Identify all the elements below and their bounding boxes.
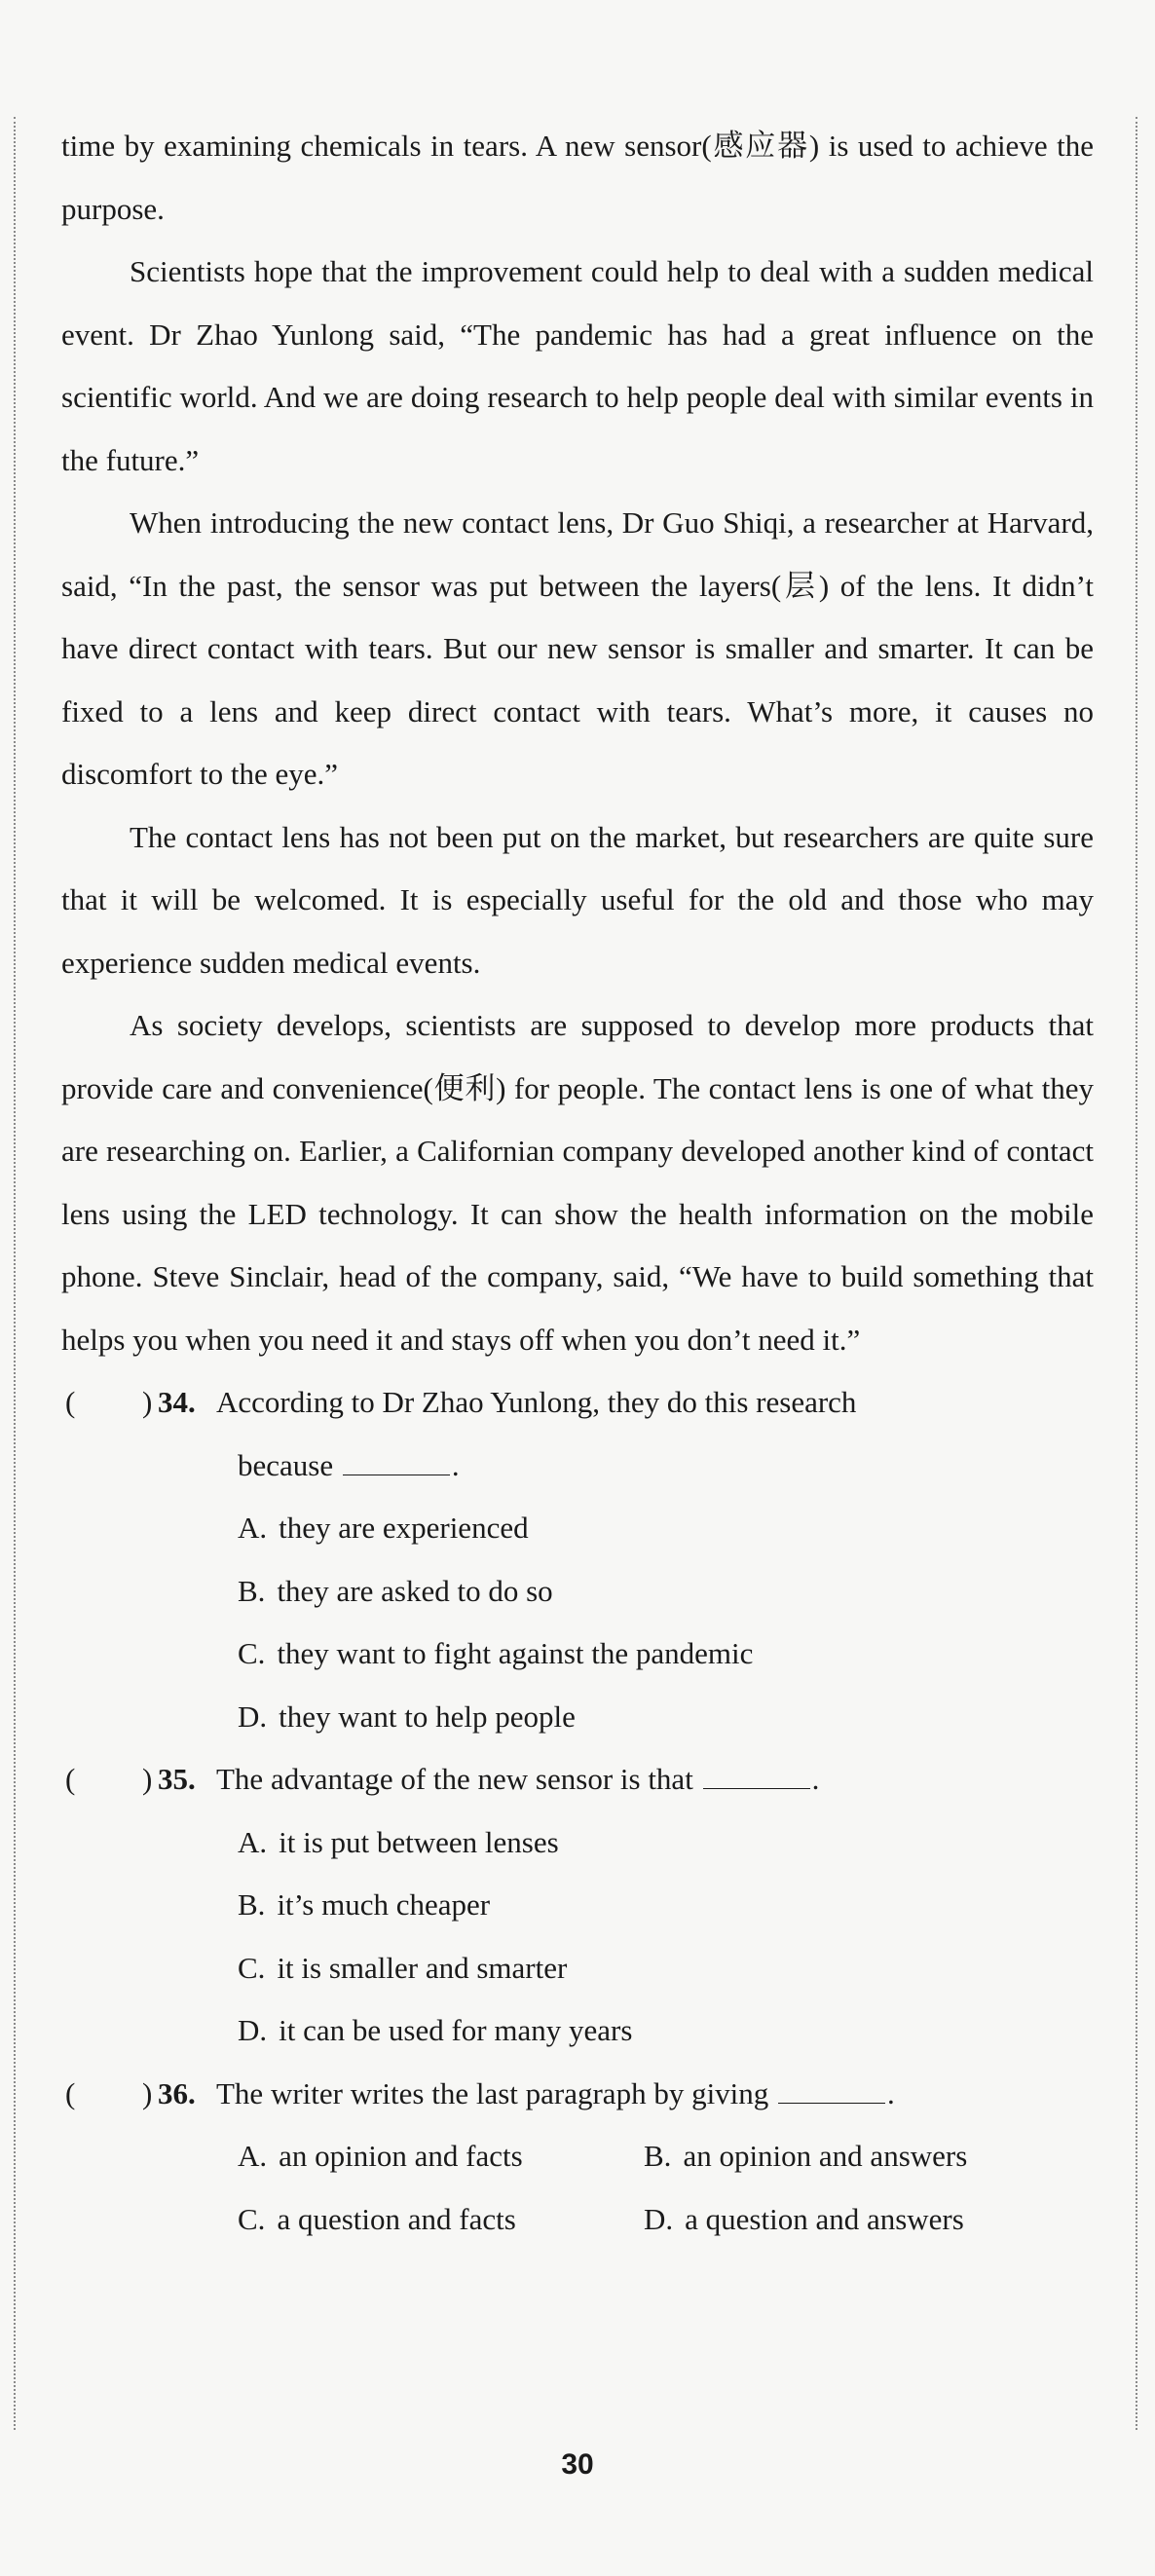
option-letter: B.: [238, 1573, 266, 1608]
option-row: [61, 2125, 1094, 2188]
answer-bracket-open: (: [65, 1762, 76, 1796]
option-c: [238, 2188, 644, 2252]
answer-blank: [343, 1447, 450, 1475]
option-text: they are experienced: [279, 1511, 529, 1545]
option-letter: A.: [238, 1824, 268, 1859]
question-number: 36.: [158, 2075, 196, 2110]
option-letter: C.: [238, 1950, 266, 1985]
left-dotted-border: [14, 117, 16, 2430]
passage-paragraph: When introducing the new contact lens, Dr Guo Shiqi, a researcher at Harvard, said, “In the past, the sensor was put between the layers(层) of the lens. It didn’t have direct contact with tears. But our new sensor is smaller and smarter. It can be fixed to a lens and keep direct contact with tears. What’s more, it causes no discomfort to the eye.”: [61, 505, 1094, 791]
question-35: [61, 1748, 1094, 2063]
right-dotted-border: [1136, 117, 1137, 2430]
option-text: they are asked to do so: [277, 1573, 553, 1608]
option-text: they want to help people: [279, 1699, 576, 1734]
option-letter: B.: [644, 2139, 672, 2173]
option-text: it’s much cheaper: [277, 1887, 491, 1922]
stem-text: because: [238, 1447, 334, 1482]
option-b: [61, 1874, 1094, 1937]
option-text: it can be used for many years: [279, 2013, 633, 2047]
stem-end: .: [887, 2075, 895, 2110]
passage-paragraph: time by examining chemicals in tears. A new sensor(感应器) is used to achieve the purpose.: [61, 129, 1094, 226]
option-text: a question and facts: [277, 2201, 516, 2236]
question-stem: [216, 1748, 1094, 1811]
answer-bracket-open: (: [65, 2075, 76, 2110]
option-letter: C.: [238, 1636, 266, 1670]
passage-paragraph: As society develops, scientists are supposed to develop more products that provide care and convenience(便利) for people. The contact lens is one of what they are researching on. Earlier, a Californian company developed another kind of contact lens using the LED technology. It can show the health information on the mobile phone. Steve Sinclair, head of the company, said, “We have to build something that helps you when you need it and stays off when you don’t need it.”: [61, 1008, 1094, 1357]
option-a: [61, 1497, 1094, 1560]
question-stem: [216, 2063, 1094, 2126]
option-b: [61, 1560, 1094, 1624]
stem-end: .: [811, 1762, 820, 1796]
option-letter: B.: [238, 1887, 266, 1922]
question-number: 34.: [158, 1385, 196, 1419]
stem-end: .: [451, 1447, 460, 1482]
option-a: [61, 1811, 1094, 1875]
option-letter: A.: [238, 1511, 268, 1545]
answer-blank: [703, 1761, 810, 1789]
option-text: they want to fight against the pandemic: [277, 1636, 754, 1670]
answer-bracket-open: (: [65, 1385, 76, 1419]
question-stem-continued: [61, 1435, 1094, 1498]
question-36: [61, 2063, 1094, 2252]
option-letter: D.: [238, 1699, 268, 1734]
answer-bracket-close: ): [142, 1762, 153, 1796]
option-c: [61, 1937, 1094, 2000]
option-b: [644, 2125, 1050, 2188]
answer-bracket-close: ): [142, 1385, 153, 1419]
option-text: it is put between lenses: [279, 1824, 559, 1859]
passage-paragraph: The contact lens has not been put on the market, but researchers are quite sure that it will be welcomed. It is especially useful for the old and those who may experience sudden medical events.: [61, 819, 1094, 980]
option-a: [238, 2125, 644, 2188]
option-d: [644, 2188, 1050, 2252]
answer-bracket-close: ): [142, 2075, 153, 2110]
page-number: 30: [561, 2448, 594, 2481]
stem-text: The advantage of the new sensor is that: [216, 1762, 693, 1796]
question-stem: According to Dr Zhao Yunlong, they do this research: [216, 1385, 857, 1419]
option-d: [61, 1686, 1094, 1749]
option-c: [61, 1623, 1094, 1686]
option-text: an opinion and facts: [279, 2139, 523, 2173]
option-d: [61, 1999, 1094, 2063]
option-letter: A.: [238, 2139, 268, 2173]
question-34: [61, 1371, 1094, 1748]
passage-paragraph: Scientists hope that the improvement could help to deal with a sudden medical event. Dr Zhao Yunlong said, “The pandemic has had a great influence on the scientific world. And we are doing research to help people deal with similar events in the future.”: [61, 254, 1094, 477]
option-text: an opinion and answers: [683, 2139, 968, 2173]
option-text: a question and answers: [685, 2201, 964, 2236]
option-text: it is smaller and smarter: [277, 1950, 568, 1985]
question-number: 35.: [158, 1762, 196, 1796]
option-letter: C.: [238, 2201, 266, 2236]
option-letter: D.: [644, 2201, 674, 2236]
stem-text: The writer writes the last paragraph by giving: [216, 2075, 769, 2110]
answer-blank: [778, 2075, 885, 2104]
option-letter: D.: [238, 2013, 268, 2047]
option-row: [61, 2188, 1094, 2252]
page-content: [61, 115, 1094, 2251]
